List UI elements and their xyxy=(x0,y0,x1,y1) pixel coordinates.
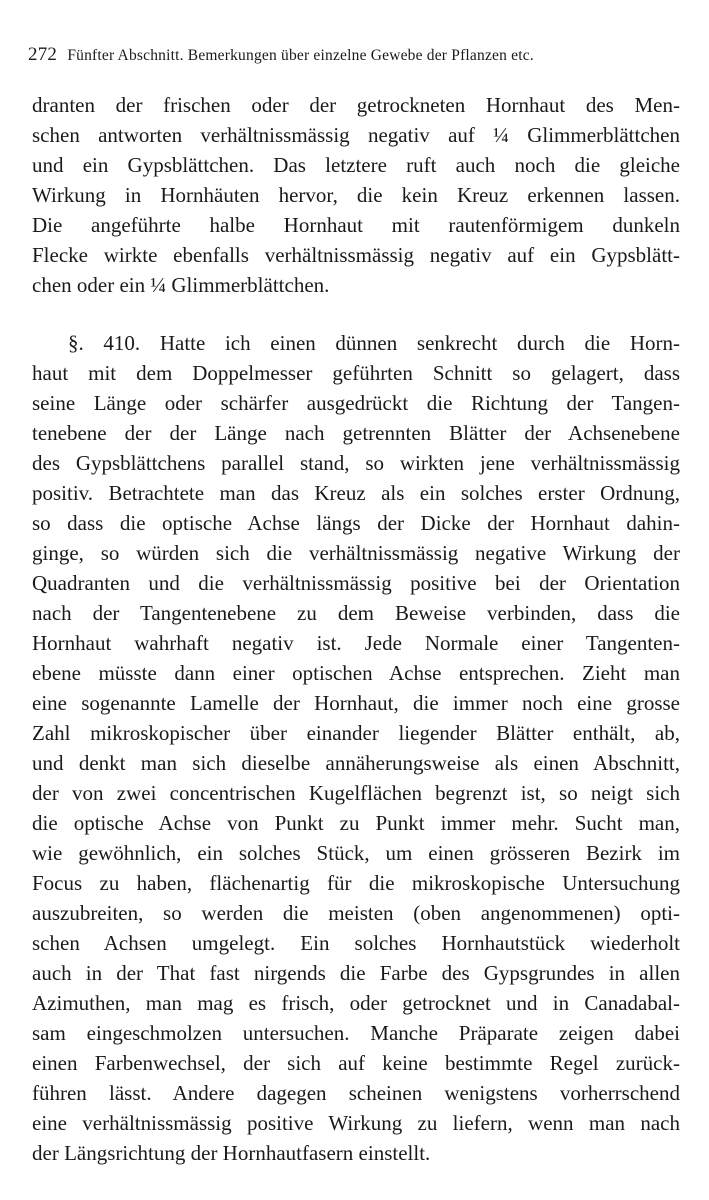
text-line: einen Farbenwechsel, der sich auf keine bestimmte Regel zurück- xyxy=(32,1051,680,1075)
text-line: wie gewöhnlich, ein solches Stück, um einen grösseren Bezirk im xyxy=(32,841,680,865)
text-line: ginge, so würden sich die verhältnissmässig negative Wirkung der xyxy=(32,541,680,565)
text-line: sam eingeschmolzen untersuchen. Manche Präparate zeigen dabei xyxy=(32,1021,680,1045)
text-line: führen lässt. Andere dagegen scheinen wenigstens vorherrschend xyxy=(32,1081,680,1105)
text-line: Azimuthen, man mag es frisch, oder getrocknet und in Canadabal- xyxy=(32,991,680,1015)
text-line: dranten der frischen oder der getrockneten Hornhaut des Men- xyxy=(32,93,680,117)
text-line: tenebene der der Länge nach getrennten Blätter der Achsenebene xyxy=(32,421,680,445)
text-line: und ein Gypsblättchen. Das letztere ruft auch noch die gleiche xyxy=(32,153,680,177)
text-line: seine Länge oder schärfer ausgedrückt die Richtung der Tangen- xyxy=(32,391,680,415)
text-line: so dass die optische Achse längs der Dicke der Hornhaut dahin- xyxy=(32,511,680,535)
text-line: auszubreiten, so werden die meisten (oben angenommenen) opti- xyxy=(32,901,680,925)
running-header xyxy=(28,44,678,66)
text-line: der von zwei concentrischen Kugelflächen begrenzt ist, so neigt sich xyxy=(32,781,680,805)
text-line: Focus zu haben, flächenartig für die mikroskopische Untersuchung xyxy=(32,871,680,895)
text-line: nach der Tangentenebene zu dem Beweise verbinden, dass die xyxy=(32,601,680,625)
text-line: des Gypsblättchens parallel stand, so wirkten jene verhältnissmässig xyxy=(32,451,680,475)
text-line: eine verhältnissmässig positive Wirkung zu liefern, wenn man nach xyxy=(32,1111,680,1135)
text-line: Quadranten und die verhältnissmässig positive bei der Orientation xyxy=(32,571,680,595)
text-line: der Längsrichtung der Hornhautfasern einstellt. xyxy=(32,1141,431,1165)
text-line: Die angeführte halbe Hornhaut mit rautenförmigem dunkeln xyxy=(32,213,680,237)
text-line: eine sogenannte Lamelle der Hornhaut, die immer noch eine grosse xyxy=(32,691,680,715)
text-line: positiv. Betrachtete man das Kreuz als ein solches erster Ordnung, xyxy=(32,481,680,505)
text-line: haut mit dem Doppelmesser geführten Schnitt so gelagert, dass xyxy=(32,361,680,385)
text-line: chen oder ein ¼ Glimmerblättchen. xyxy=(32,273,330,297)
section-line: §. 410. Hatte ich einen dünnen senkrecht durch die Horn- xyxy=(68,331,680,355)
text-line: Hornhaut wahrhaft negativ ist. Jede Normale einer Tangenten- xyxy=(32,631,680,655)
text-line: Zahl mikroskopischer über einander liegender Blätter enthält, ab, xyxy=(32,721,680,745)
text-line: auch in der That fast nirgends die Farbe des Gypsgrundes in allen xyxy=(32,961,680,985)
text-line: schen Achsen umgelegt. Ein solches Hornhautstück wiederholt xyxy=(32,931,680,955)
text-line: Wirkung in Hornhäuten hervor, die kein Kreuz erkennen lassen. xyxy=(32,183,680,207)
text-line: Flecke wirkte ebenfalls verhältnissmässig negativ auf ein Gypsblätt- xyxy=(32,243,680,267)
text-line: schen antworten verhältnissmässig negativ auf ¼ Glimmerblättchen xyxy=(32,123,680,147)
page-number: 272 xyxy=(28,44,58,65)
text-line: die optische Achse von Punkt zu Punkt immer mehr. Sucht man, xyxy=(32,811,680,835)
text-line: und denkt man sich dieselbe annäherungsweise als einen Abschnitt, xyxy=(32,751,680,775)
text-line: ebene müsste dann einer optischen Achse entsprechen. Zieht man xyxy=(32,661,680,685)
running-title: Fünfter Abschnitt. Bemerkungen über einzelne Gewebe der Pflanzen etc. xyxy=(67,47,534,64)
